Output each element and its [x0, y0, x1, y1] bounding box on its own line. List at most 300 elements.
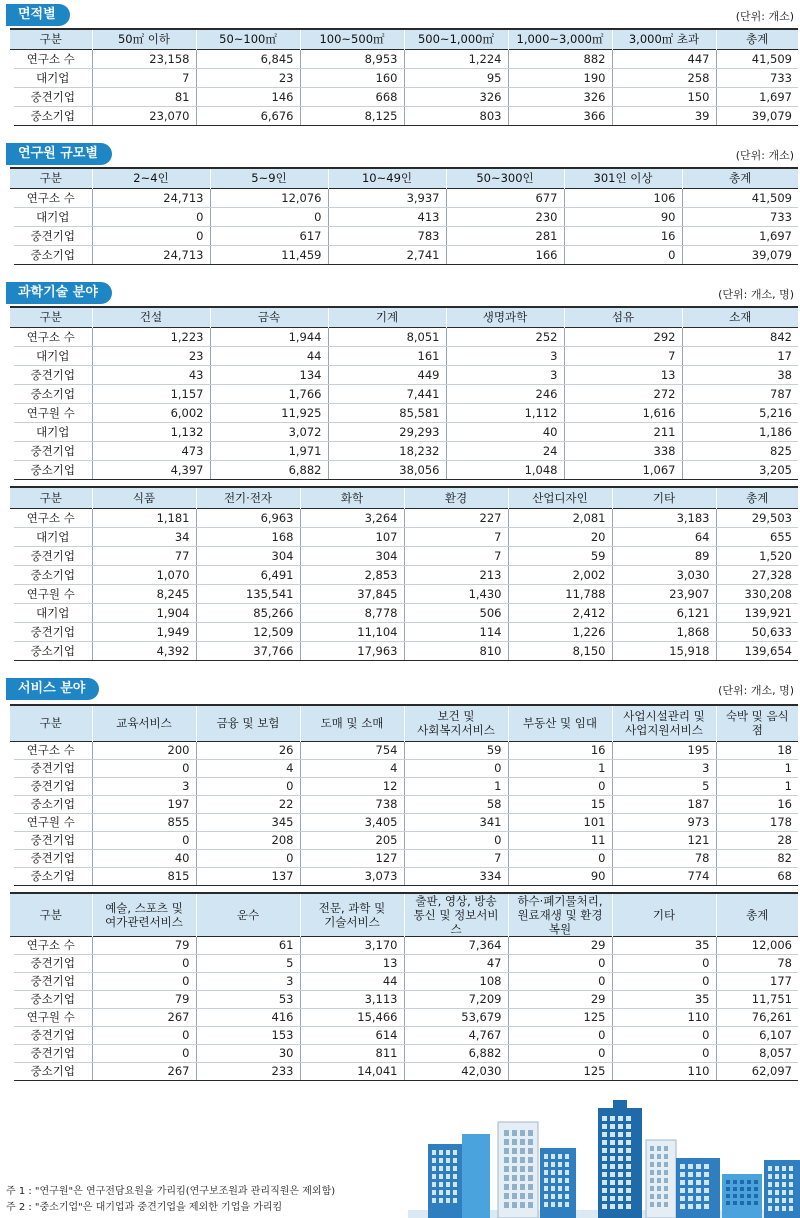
table-cell: 416	[196, 1008, 300, 1026]
table-cell: 0	[508, 777, 612, 795]
column-header: 전기·전자	[196, 487, 300, 509]
column-header: 총계	[716, 29, 798, 49]
table-cell: 1,112	[446, 403, 564, 422]
row-label: 대기업	[10, 422, 92, 441]
table-cell: 0	[508, 972, 612, 990]
column-header: 10~49인	[328, 168, 446, 188]
column-header: 50~300인	[446, 168, 564, 188]
row-label: 중견기업	[10, 831, 92, 849]
table-row	[10, 1008, 798, 1026]
table-cell: 1,697	[682, 226, 798, 245]
table-cell: 59	[508, 547, 612, 566]
table-cell: 733	[716, 68, 798, 87]
column-header: 구분	[10, 487, 92, 509]
table-cell: 447	[612, 49, 716, 68]
row-label: 중견기업	[10, 777, 92, 795]
table-cell: 47	[404, 954, 508, 972]
table-cell: 1,430	[404, 585, 508, 604]
table-cell: 0	[92, 1026, 196, 1044]
table-cell: 4,397	[92, 460, 210, 479]
column-header: 섬유	[564, 307, 682, 327]
table-row	[10, 1044, 798, 1062]
table-cell: 1,157	[92, 384, 210, 403]
section-service	[6, 678, 794, 1081]
data-table	[6, 486, 798, 662]
table-cell: 810	[404, 642, 508, 661]
table-cell: 59	[404, 741, 508, 759]
table-cell: 1,067	[564, 460, 682, 479]
table-cell: 44	[300, 972, 404, 990]
column-header: 1,000~3,000㎡	[508, 29, 612, 49]
column-header: 환경	[404, 487, 508, 509]
table-row	[10, 49, 798, 68]
table-cell: 37,766	[196, 642, 300, 661]
column-header: 총계	[716, 487, 798, 509]
table-cell: 733	[682, 207, 798, 226]
row-label: 중견기업	[10, 441, 92, 460]
table-cell: 40	[446, 422, 564, 441]
table-row	[10, 403, 798, 422]
table-cell: 40	[92, 849, 196, 867]
table-cell: 24	[446, 441, 564, 460]
table-cell: 153	[196, 1026, 300, 1044]
column-header: 금속	[210, 307, 328, 327]
table-row	[10, 759, 798, 777]
row-label: 대기업	[10, 346, 92, 365]
table-cell: 2,741	[328, 245, 446, 264]
table-cell: 6,882	[404, 1044, 508, 1062]
table-cell: 190	[508, 68, 612, 87]
table-cell: 0	[404, 831, 508, 849]
table-row	[10, 226, 798, 245]
table-cell: 29,503	[716, 509, 798, 528]
column-header: 운수	[196, 893, 300, 937]
row-label: 연구원 수	[10, 1008, 92, 1026]
table-row	[10, 585, 798, 604]
table-cell: 68	[716, 867, 798, 885]
table-row	[10, 384, 798, 403]
table-cell: 23,070	[92, 106, 196, 125]
section-unit: (단위: 개소)	[735, 149, 794, 162]
table-cell: 81	[92, 87, 196, 106]
column-header: 2~4인	[92, 168, 210, 188]
table-cell: 366	[508, 106, 612, 125]
table-cell: 121	[612, 831, 716, 849]
table-row	[10, 954, 798, 972]
table-cell: 108	[404, 972, 508, 990]
table-cell: 326	[508, 87, 612, 106]
table-cell: 29,293	[328, 422, 446, 441]
table-cell: 29	[508, 990, 612, 1008]
table-cell: 334	[404, 867, 508, 885]
table-cell: 811	[300, 1044, 404, 1062]
table-cell: 1	[716, 759, 798, 777]
table-cell: 0	[404, 759, 508, 777]
table-cell: 855	[92, 813, 196, 831]
table-cell: 200	[92, 741, 196, 759]
table-header-row	[10, 487, 798, 509]
table-cell: 0	[210, 207, 328, 226]
section-title: 과학기술 분야	[6, 282, 112, 304]
row-label: 중소기업	[10, 566, 92, 585]
table-cell: 6,002	[92, 403, 210, 422]
column-header: 도매 및 소매	[300, 705, 404, 741]
row-label: 연구소 수	[10, 936, 92, 954]
table-cell: 267	[92, 1062, 196, 1080]
table-cell: 82	[716, 849, 798, 867]
table-cell: 774	[612, 867, 716, 885]
row-label: 중소기업	[10, 106, 92, 125]
table-cell: 4	[196, 759, 300, 777]
table-cell: 85,581	[328, 403, 446, 422]
table-cell: 3,073	[300, 867, 404, 885]
table-row	[10, 642, 798, 661]
table-cell: 35	[612, 990, 716, 1008]
table-cell: 825	[682, 441, 798, 460]
table-cell: 23	[92, 346, 210, 365]
table-cell: 14,041	[300, 1062, 404, 1080]
table-cell: 160	[300, 68, 404, 87]
data-table	[6, 28, 798, 126]
table-cell: 1,868	[612, 623, 716, 642]
table-cell: 125	[508, 1062, 612, 1080]
table-cell: 12,509	[196, 623, 300, 642]
row-label: 연구소 수	[10, 327, 92, 346]
table-cell: 213	[404, 566, 508, 585]
table-cell: 28	[716, 831, 798, 849]
table-cell: 3	[612, 759, 716, 777]
table-cell: 39,079	[682, 245, 798, 264]
table-cell: 413	[328, 207, 446, 226]
column-header: 예술, 스포츠 및 여가관련서비스	[92, 893, 196, 937]
table-cell: 1,186	[682, 422, 798, 441]
table-cell: 2,081	[508, 509, 612, 528]
row-label: 연구소 수	[10, 49, 92, 68]
table-cell: 106	[564, 188, 682, 207]
table-cell: 90	[564, 207, 682, 226]
table-cell: 50,633	[716, 623, 798, 642]
table-cell: 58	[404, 795, 508, 813]
table-cell: 345	[196, 813, 300, 831]
table-cell: 23	[196, 68, 300, 87]
table-cell: 614	[300, 1026, 404, 1044]
table-cell: 3,072	[210, 422, 328, 441]
table-cell: 18,232	[328, 441, 446, 460]
table-cell: 1,224	[404, 49, 508, 68]
table-cell: 326	[404, 87, 508, 106]
table-cell: 6,882	[210, 460, 328, 479]
table-header-row	[10, 893, 798, 937]
table-cell: 6,845	[196, 49, 300, 68]
table-cell: 267	[92, 1008, 196, 1026]
column-header: 구분	[10, 705, 92, 741]
table-row	[10, 547, 798, 566]
table-cell: 41,509	[716, 49, 798, 68]
table-cell: 230	[446, 207, 564, 226]
table-cell: 3,170	[300, 936, 404, 954]
table-cell: 12,006	[716, 936, 798, 954]
table-cell: 24,713	[92, 188, 210, 207]
table-cell: 101	[508, 813, 612, 831]
table-cell: 127	[300, 849, 404, 867]
table-cell: 29	[508, 936, 612, 954]
table-row	[10, 741, 798, 759]
column-header: 100~500㎡	[300, 29, 404, 49]
table-cell: 3	[196, 972, 300, 990]
table-cell: 233	[196, 1062, 300, 1080]
table-row	[10, 972, 798, 990]
table-cell: 506	[404, 604, 508, 623]
table-cell: 4,767	[404, 1026, 508, 1044]
table-cell: 53	[196, 990, 300, 1008]
table-cell: 0	[92, 759, 196, 777]
table-cell: 787	[682, 384, 798, 403]
table-cell: 12	[300, 777, 404, 795]
table-cell: 0	[612, 1044, 716, 1062]
row-label: 대기업	[10, 68, 92, 87]
row-label: 연구소 수	[10, 188, 92, 207]
row-label: 중소기업	[10, 642, 92, 661]
table-cell: 18	[716, 741, 798, 759]
table-cell: 0	[196, 777, 300, 795]
table-cell: 0	[508, 849, 612, 867]
table-cell: 3,113	[300, 990, 404, 1008]
table-row	[10, 346, 798, 365]
table-cell: 13	[300, 954, 404, 972]
table-cell: 2,002	[508, 566, 612, 585]
row-label: 대기업	[10, 207, 92, 226]
table-cell: 7,209	[404, 990, 508, 1008]
table-row	[10, 795, 798, 813]
column-header: 구분	[10, 893, 92, 937]
table-cell: 79	[92, 990, 196, 1008]
column-header: 부동산 및 임대	[508, 705, 612, 741]
table-cell: 11,925	[210, 403, 328, 422]
footnotes	[6, 1184, 335, 1216]
table-cell: 76,261	[716, 1008, 798, 1026]
column-header: 식품	[92, 487, 196, 509]
table-cell: 8,125	[300, 106, 404, 125]
table-cell: 6,963	[196, 509, 300, 528]
table-row	[10, 604, 798, 623]
table-cell: 139,654	[716, 642, 798, 661]
table-header-row	[10, 29, 798, 49]
table-cell: 3	[446, 346, 564, 365]
table-cell: 0	[612, 972, 716, 990]
table-cell: 617	[210, 226, 328, 245]
table-cell: 738	[300, 795, 404, 813]
table-cell: 6,107	[716, 1026, 798, 1044]
table-cell: 64	[612, 528, 716, 547]
section-unit: (단위: 개소, 명)	[718, 288, 794, 301]
table-cell: 11,751	[716, 990, 798, 1008]
table-cell: 338	[564, 441, 682, 460]
row-label: 중소기업	[10, 795, 92, 813]
table-cell: 0	[92, 954, 196, 972]
table-cell: 166	[446, 245, 564, 264]
table-row	[10, 623, 798, 642]
table-cell: 252	[446, 327, 564, 346]
table-cell: 205	[300, 831, 404, 849]
table-cell: 39,079	[716, 106, 798, 125]
column-header: 사업시설관리 및 사업지원서비스	[612, 705, 716, 741]
table-cell: 107	[300, 528, 404, 547]
table-cell: 30	[196, 1044, 300, 1062]
table-cell: 114	[404, 623, 508, 642]
table-row	[10, 106, 798, 125]
table-cell: 1,971	[210, 441, 328, 460]
table-row	[10, 68, 798, 87]
table-cell: 11,104	[300, 623, 404, 642]
table-cell: 150	[612, 87, 716, 106]
table-cell: 39	[612, 106, 716, 125]
table-cell: 1,944	[210, 327, 328, 346]
table-row	[10, 188, 798, 207]
table-cell: 7	[404, 547, 508, 566]
table-cell: 195	[612, 741, 716, 759]
section-unit: (단위: 개소, 명)	[718, 684, 794, 697]
row-label: 중소기업	[10, 245, 92, 264]
table-cell: 137	[196, 867, 300, 885]
data-table	[6, 704, 798, 886]
table-cell: 0	[508, 954, 612, 972]
table-cell: 0	[92, 207, 210, 226]
table-cell: 3,264	[300, 509, 404, 528]
table-cell: 134	[210, 365, 328, 384]
table-row	[10, 1026, 798, 1044]
table-cell: 146	[196, 87, 300, 106]
table-cell: 5	[612, 777, 716, 795]
column-header: 금융 및 보험	[196, 705, 300, 741]
table-cell: 1	[716, 777, 798, 795]
table-cell: 668	[300, 87, 404, 106]
table-cell: 3,183	[612, 509, 716, 528]
table-cell: 15	[508, 795, 612, 813]
table-cell: 95	[404, 68, 508, 87]
table-row	[10, 849, 798, 867]
table-cell: 842	[682, 327, 798, 346]
table-row	[10, 460, 798, 479]
table-cell: 38	[682, 365, 798, 384]
table-cell: 53,679	[404, 1008, 508, 1026]
table-cell: 11,459	[210, 245, 328, 264]
table-cell: 90	[508, 867, 612, 885]
table-cell: 44	[210, 346, 328, 365]
table-cell: 3	[446, 365, 564, 384]
table-row	[10, 87, 798, 106]
table-cell: 12,076	[210, 188, 328, 207]
table-row	[10, 207, 798, 226]
city-buildings-illustration	[408, 1100, 800, 1218]
table-cell: 8,057	[716, 1044, 798, 1062]
table-cell: 8,150	[508, 642, 612, 661]
table-cell: 11	[508, 831, 612, 849]
table-cell: 135,541	[196, 585, 300, 604]
table-cell: 304	[196, 547, 300, 566]
row-label: 중견기업	[10, 226, 92, 245]
table-cell: 23,158	[92, 49, 196, 68]
table-cell: 6,676	[196, 106, 300, 125]
table-cell: 27,328	[716, 566, 798, 585]
table-cell: 43	[92, 365, 210, 384]
table-cell: 35	[612, 936, 716, 954]
column-header: 3,000㎡ 초과	[612, 29, 716, 49]
table-cell: 17,963	[300, 642, 404, 661]
table-cell: 78	[612, 849, 716, 867]
column-header: 기계	[328, 307, 446, 327]
table-cell: 0	[508, 1026, 612, 1044]
data-table	[6, 167, 798, 265]
table-cell: 272	[564, 384, 682, 403]
table-cell: 3,205	[682, 460, 798, 479]
table-cell: 281	[446, 226, 564, 245]
row-label: 중견기업	[10, 87, 92, 106]
column-header: 50~100㎡	[196, 29, 300, 49]
table-cell: 17	[682, 346, 798, 365]
table-cell: 677	[446, 188, 564, 207]
table-cell: 168	[196, 528, 300, 547]
table-cell: 3	[92, 777, 196, 795]
table-row	[10, 566, 798, 585]
table-cell: 8,245	[92, 585, 196, 604]
table-cell: 3,937	[328, 188, 446, 207]
row-label: 대기업	[10, 528, 92, 547]
table-cell: 449	[328, 365, 446, 384]
row-label: 중견기업	[10, 623, 92, 642]
table-cell: 1,766	[210, 384, 328, 403]
table-cell: 1,048	[446, 460, 564, 479]
table-cell: 6,491	[196, 566, 300, 585]
column-header: 구분	[10, 168, 92, 188]
column-header: 기타	[612, 893, 716, 937]
table-cell: 0	[508, 1044, 612, 1062]
table-cell: 3,030	[612, 566, 716, 585]
table-cell: 0	[92, 972, 196, 990]
table-cell: 24,713	[92, 245, 210, 264]
table-cell: 815	[92, 867, 196, 885]
row-label: 중견기업	[10, 365, 92, 384]
table-cell: 161	[328, 346, 446, 365]
table-cell: 15,918	[612, 642, 716, 661]
table-cell: 22	[196, 795, 300, 813]
column-header: 구분	[10, 307, 92, 327]
column-header: 숙박 및 음식점	[716, 705, 798, 741]
table-cell: 655	[716, 528, 798, 547]
table-row	[10, 327, 798, 346]
table-cell: 803	[404, 106, 508, 125]
column-header: 보건 및 사회복지서비스	[404, 705, 508, 741]
table-cell: 5,216	[682, 403, 798, 422]
column-header: 기타	[612, 487, 716, 509]
table-cell: 258	[612, 68, 716, 87]
column-header: 전문, 과학 및 기술서비스	[300, 893, 404, 937]
column-header: 건설	[92, 307, 210, 327]
table-cell: 16	[716, 795, 798, 813]
table-cell: 23,907	[612, 585, 716, 604]
table-cell: 197	[92, 795, 196, 813]
table-cell: 37,845	[300, 585, 404, 604]
table-row	[10, 245, 798, 264]
row-label: 중견기업	[10, 972, 92, 990]
table-cell: 1,697	[716, 87, 798, 106]
table-cell: 304	[300, 547, 404, 566]
table-row	[10, 365, 798, 384]
row-label: 대기업	[10, 604, 92, 623]
row-label: 연구원 수	[10, 585, 92, 604]
table-row	[10, 936, 798, 954]
table-cell: 1,070	[92, 566, 196, 585]
row-label: 중견기업	[10, 849, 92, 867]
